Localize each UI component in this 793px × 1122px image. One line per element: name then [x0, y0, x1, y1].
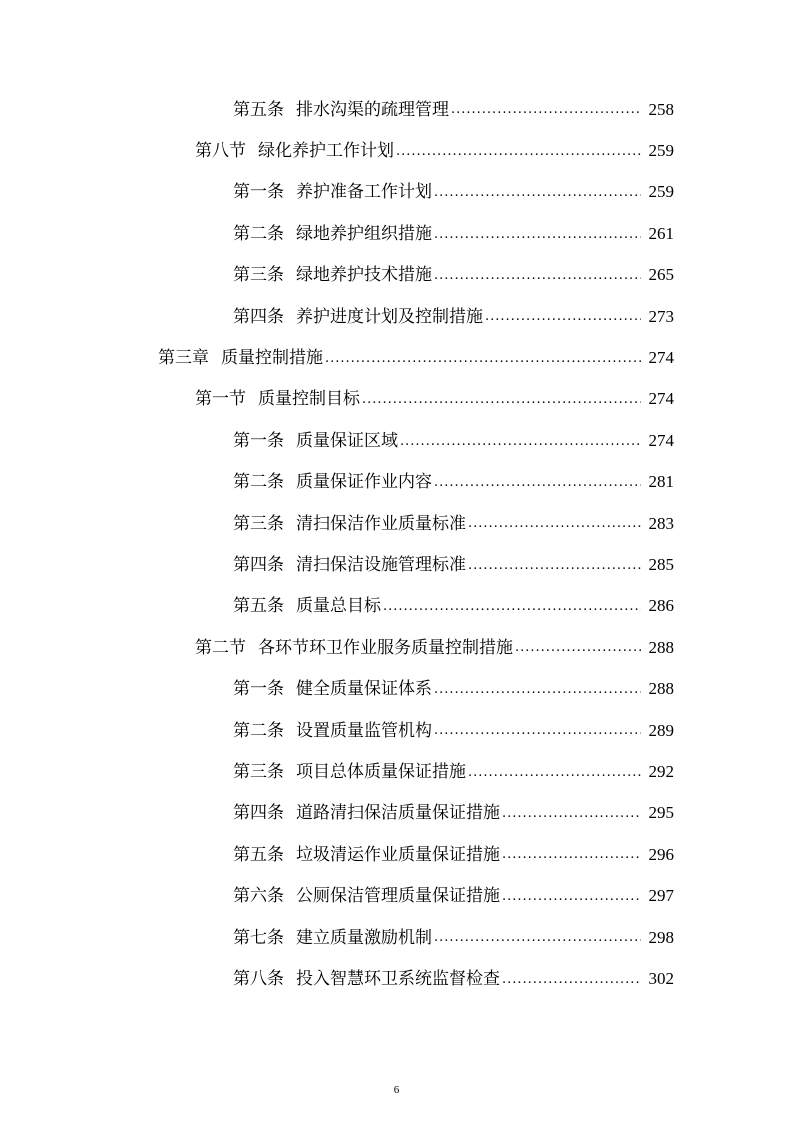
toc-entry-number: 第三章	[158, 348, 209, 369]
dot-leader	[485, 307, 641, 337]
toc-entry-page: 302	[648, 968, 674, 988]
toc-entry-title: 绿地养护组织措施	[296, 223, 432, 244]
dot-leader	[325, 349, 641, 379]
toc-entry-number: 第八条	[233, 968, 284, 989]
toc-entry-number: 第三条	[233, 513, 284, 534]
toc-entry-page: 274	[648, 430, 674, 450]
toc-entry-title: 养护进度计划及控制措施	[296, 306, 483, 327]
toc-entry-page: 292	[648, 761, 674, 781]
toc-entry[interactable]	[0, 751, 793, 792]
toc-entry[interactable]	[0, 420, 793, 461]
toc-entry-title: 建立质量激励机制	[296, 927, 432, 948]
toc-entry-title: 质量总目标	[296, 596, 381, 617]
dot-leader	[434, 183, 641, 213]
page-number: 6	[393, 1084, 400, 1096]
toc-entry-number: 第一条	[233, 430, 284, 451]
toc-entry[interactable]	[0, 296, 793, 337]
toc-entry-number: 第二条	[233, 472, 284, 493]
dot-leader	[502, 845, 641, 875]
dot-leader	[515, 638, 641, 668]
toc-entry[interactable]	[0, 172, 793, 213]
toc-entry[interactable]	[0, 462, 793, 503]
toc-entry-number: 第四条	[233, 306, 284, 327]
toc-entry-title: 项目总体质量保证措施	[296, 761, 466, 782]
dot-leader	[468, 763, 641, 793]
toc-entry[interactable]	[0, 875, 793, 916]
toc-entry[interactable]	[0, 544, 793, 585]
toc-entry-page: 295	[648, 803, 674, 823]
toc-entry-title: 绿化养护工作计划	[258, 141, 394, 162]
toc-entry-page: 297	[648, 886, 674, 906]
toc-entry-title: 各环节环卫作业服务质量控制措施	[258, 637, 513, 658]
dot-leader	[383, 597, 641, 627]
dot-leader	[434, 266, 641, 296]
toc-entry[interactable]	[0, 89, 793, 130]
toc-entry-number: 第三条	[233, 761, 284, 782]
toc-entry-title: 绿地养护技术措施	[296, 265, 432, 286]
toc-entry-title: 质量保证作业内容	[296, 472, 432, 493]
dot-leader	[502, 887, 641, 917]
toc-entry-page: 283	[648, 513, 674, 533]
dot-leader	[400, 432, 641, 462]
toc-entry-title: 道路清扫保洁质量保证措施	[296, 803, 500, 824]
toc-entry-title: 设置质量监管机构	[296, 720, 432, 741]
toc-entry[interactable]	[0, 793, 793, 834]
toc-entry-page: 274	[648, 389, 674, 409]
dot-leader	[502, 970, 641, 1000]
toc-entry-page: 286	[648, 596, 674, 616]
table-of-contents	[0, 89, 793, 1000]
toc-entry[interactable]	[0, 503, 793, 544]
toc-entry-page: 296	[648, 844, 674, 864]
toc-entry-number: 第五条	[233, 99, 284, 120]
dot-leader	[468, 514, 641, 544]
toc-entry-number: 第一节	[195, 389, 246, 410]
toc-entry-title: 清扫保洁设施管理标准	[296, 554, 466, 575]
toc-entry-title: 质量控制目标	[258, 389, 360, 410]
toc-entry-number: 第三条	[233, 265, 284, 286]
toc-entry-title: 养护准备工作计划	[296, 182, 432, 203]
toc-entry[interactable]	[0, 130, 793, 171]
toc-entry-number: 第一条	[233, 679, 284, 700]
toc-entry[interactable]	[0, 710, 793, 751]
toc-entry[interactable]	[0, 958, 793, 999]
dot-leader	[468, 556, 641, 586]
toc-entry[interactable]	[0, 586, 793, 627]
toc-entry-page: 259	[648, 182, 674, 202]
toc-entry-title: 清扫保洁作业质量标准	[296, 513, 466, 534]
toc-entry-number: 第五条	[233, 596, 284, 617]
toc-entry-page: 288	[648, 679, 674, 699]
toc-entry-page: 288	[648, 637, 674, 657]
toc-entry[interactable]	[0, 668, 793, 709]
toc-entry[interactable]	[0, 834, 793, 875]
toc-entry-number: 第五条	[233, 844, 284, 865]
toc-entry-title: 公厕保洁管理质量保证措施	[296, 886, 500, 907]
toc-entry-page: 261	[648, 223, 674, 243]
dot-leader	[362, 390, 641, 420]
toc-entry-title: 垃圾清运作业质量保证措施	[296, 844, 500, 865]
dot-leader	[451, 100, 641, 130]
toc-entry-number: 第四条	[233, 803, 284, 824]
toc-entry-number: 第二条	[233, 223, 284, 244]
toc-entry-number: 第四条	[233, 554, 284, 575]
dot-leader	[434, 473, 641, 503]
toc-entry-page: 265	[648, 265, 674, 285]
toc-entry-title: 健全质量保证体系	[296, 679, 432, 700]
toc-entry-page: 273	[648, 306, 674, 326]
toc-entry-number: 第二节	[195, 637, 246, 658]
dot-leader	[502, 804, 641, 834]
toc-entry[interactable]	[0, 255, 793, 296]
toc-entry-page: 289	[648, 720, 674, 740]
toc-entry-number: 第六条	[233, 886, 284, 907]
dot-leader	[434, 928, 641, 958]
toc-entry-page: 281	[648, 472, 674, 492]
toc-entry-page: 258	[648, 99, 674, 119]
toc-entry-number: 第一条	[233, 182, 284, 203]
toc-entry-page: 259	[648, 141, 674, 161]
dot-leader	[434, 680, 641, 710]
toc-entry-title: 排水沟渠的疏理管理	[296, 99, 449, 120]
dot-leader	[434, 721, 641, 751]
toc-entry-title: 质量控制措施	[221, 348, 323, 369]
dot-leader	[434, 225, 641, 255]
toc-entry-page: 274	[648, 348, 674, 368]
toc-entry-number: 第七条	[233, 927, 284, 948]
toc-entry[interactable]	[0, 917, 793, 958]
toc-entry[interactable]	[0, 337, 793, 378]
toc-entry-page: 298	[648, 927, 674, 947]
toc-entry[interactable]	[0, 627, 793, 668]
toc-entry-page: 285	[648, 554, 674, 574]
toc-entry[interactable]	[0, 379, 793, 420]
toc-entry-title: 质量保证区域	[296, 430, 398, 451]
toc-entry-number: 第八节	[195, 141, 246, 162]
toc-entry[interactable]	[0, 213, 793, 254]
toc-entry-number: 第二条	[233, 720, 284, 741]
toc-entry-title: 投入智慧环卫系统监督检查	[296, 968, 500, 989]
dot-leader	[396, 142, 641, 172]
